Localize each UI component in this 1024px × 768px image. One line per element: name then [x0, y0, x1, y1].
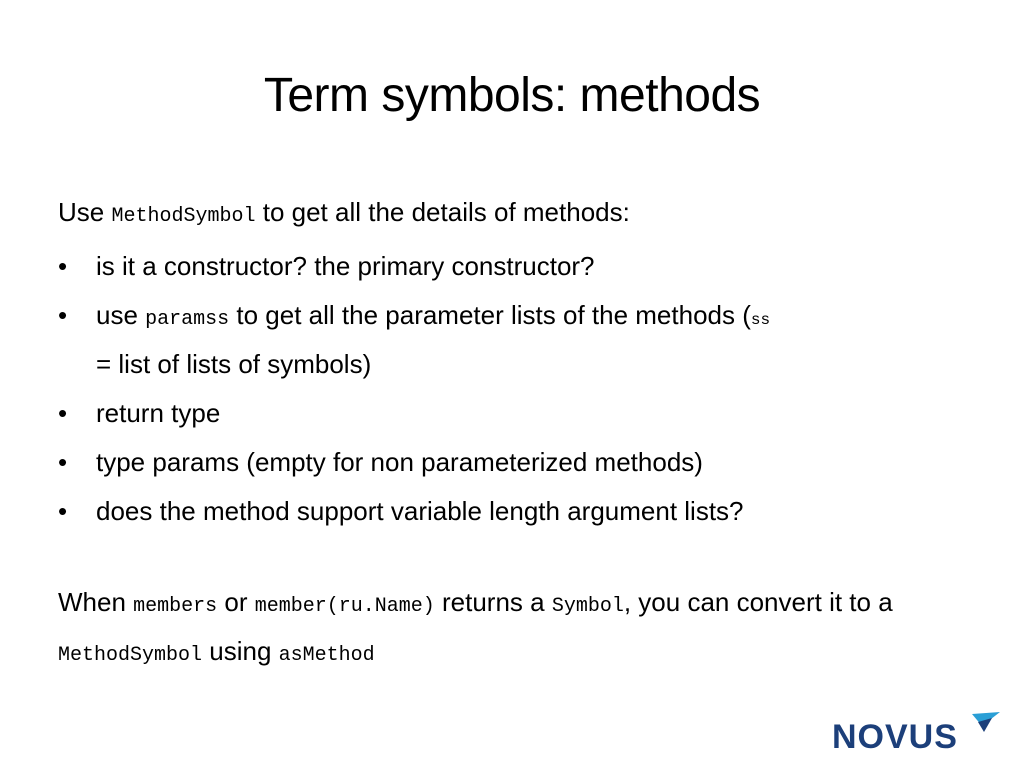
bullet-post: = list of lists of symbols): [96, 349, 372, 379]
bullet-mid: to get all the parameter lists of the methods (: [229, 300, 751, 330]
bullet-text: type params (empty for non parameterized methods): [96, 447, 703, 477]
list-item: [58, 293, 978, 386]
bullet-list: [58, 244, 978, 538]
outro-w3: returns a: [434, 587, 552, 617]
bullet-icon: •: [58, 251, 68, 281]
list-item: [58, 244, 978, 288]
list-item: [58, 391, 978, 435]
bullet-code: paramss: [145, 308, 230, 331]
outro-w2: or: [217, 587, 255, 617]
bullet-icon: •: [58, 398, 68, 428]
novus-logo: [832, 712, 1002, 754]
list-item: [58, 440, 978, 484]
intro-prefix: Use: [58, 197, 112, 227]
intro-code: MethodSymbol: [111, 205, 256, 228]
bullet-text: is it a constructor? the primary constructor?: [96, 251, 595, 281]
outro-w5: using: [202, 636, 279, 666]
outro-code-member: member(ru.Name): [254, 595, 435, 618]
outro-w1: When: [58, 587, 134, 617]
intro-line: [58, 194, 978, 235]
bullet-text: return type: [96, 398, 221, 428]
intro-suffix: to get all the details of methods:: [255, 197, 630, 227]
outro-paragraph: [58, 580, 978, 678]
outro-code-methodsymbol: MethodSymbol: [58, 644, 203, 667]
bullet-pre: use: [96, 300, 146, 330]
bullet-text: does the method support variable length argument lists?: [96, 496, 744, 526]
list-item: [58, 489, 978, 533]
bullet-icon: •: [58, 447, 68, 477]
bullet-icon: •: [58, 496, 68, 526]
outro-code-symbol: Symbol: [551, 595, 624, 618]
outro-code-members: members: [133, 595, 218, 618]
slide-title: Term symbols: methods: [263, 69, 761, 122]
outro-code-asmethod: asMethod: [278, 644, 375, 667]
bullet-icon: •: [58, 300, 68, 330]
bullet-code-small: ss: [750, 311, 771, 329]
outro-w4: , you can convert it to a: [623, 587, 893, 617]
logo-text: NOVUS: [832, 718, 958, 754]
